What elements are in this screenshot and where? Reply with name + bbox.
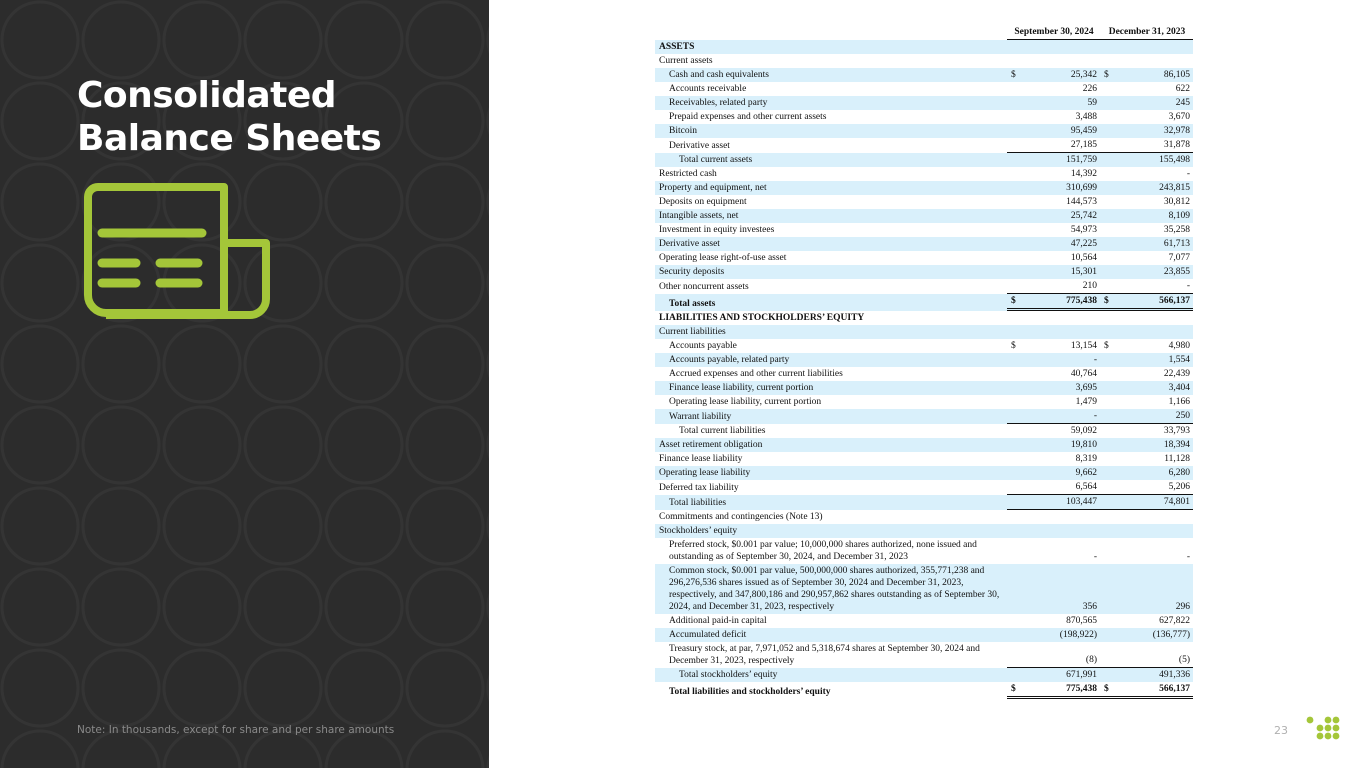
table-header-row [655, 22, 1193, 40]
table-row [655, 209, 1193, 223]
currency-symbol: $ [1104, 70, 1109, 80]
value-2023: 1,166 [1168, 397, 1190, 407]
table-row [655, 294, 1193, 311]
value-2023-cell [1100, 600, 1193, 614]
row-label: Total current liabilities [679, 426, 766, 436]
currency-symbol: $ [1011, 70, 1016, 80]
value-2024: 3,695 [1075, 383, 1097, 393]
table-row [655, 96, 1193, 110]
value-2024: 95,459 [1070, 126, 1097, 136]
row-label: Warrant liability [669, 412, 732, 422]
row-label: Total stockholders’ equity [679, 670, 778, 680]
row-label: Security deposits [659, 267, 725, 277]
row-label: Total liabilities [669, 498, 727, 508]
value-2023-cell [1100, 522, 1193, 524]
value-2024: 103,447 [1066, 497, 1097, 507]
currency-symbol: $ [1011, 684, 1016, 694]
table-row [655, 466, 1193, 480]
value-2023-cell [1100, 209, 1193, 223]
value-2023-cell [1100, 138, 1193, 153]
value-2024-cell [1007, 279, 1100, 294]
value-2024-cell [1007, 653, 1100, 668]
value-2024-cell [1007, 52, 1100, 54]
row-label: Property and equipment, net [659, 183, 767, 193]
value-2024: 40,764 [1070, 369, 1097, 379]
value-2024: 210 [1082, 281, 1097, 291]
value-2024-cell [1007, 614, 1100, 628]
value-2023: (5) [1178, 655, 1190, 665]
value-2024-cell [1007, 124, 1100, 138]
column-header-dec-2023: December 31, 2023 [1100, 25, 1193, 40]
value-2024-cell [1007, 600, 1100, 614]
currency-symbol: $ [1104, 684, 1109, 694]
table-row [655, 424, 1193, 438]
value-2023-cell [1100, 653, 1193, 668]
value-2023-cell [1100, 367, 1193, 381]
value-2024: 870,565 [1066, 616, 1097, 626]
row-label: Asset retirement obligation [659, 440, 763, 450]
value-2023-cell [1100, 167, 1193, 181]
value-2023-cell [1100, 353, 1193, 367]
row-label: Deposits on equipment [659, 197, 747, 207]
value-2023: 622 [1175, 84, 1190, 94]
table-row [655, 195, 1193, 209]
value-2024: (8) [1085, 655, 1097, 665]
value-2024: 59 [1087, 98, 1097, 108]
value-2024: 310,699 [1066, 183, 1097, 193]
row-label: Restricted cash [659, 169, 717, 179]
value-2024: (198,922) [1059, 630, 1097, 640]
value-2024-cell [1007, 68, 1100, 82]
value-2024-cell [1007, 367, 1100, 381]
value-2023-cell [1100, 294, 1193, 311]
row-label: Commitments and contingencies (Note 13) [659, 512, 823, 522]
value-2024-cell [1007, 409, 1100, 424]
balance-sheet-table [655, 22, 1193, 699]
row-label: Receivables, related party [669, 98, 768, 108]
value-2023: 8,109 [1168, 211, 1190, 221]
table-row [655, 614, 1193, 628]
table-row [655, 628, 1193, 642]
value-2023: 11,128 [1164, 454, 1190, 464]
table-row [655, 452, 1193, 466]
row-label: Additional paid-in capital [669, 616, 767, 626]
value-2023: 4,980 [1168, 341, 1190, 351]
value-2024: 59,092 [1070, 426, 1097, 436]
value-2024-cell [1007, 294, 1100, 311]
table-row [655, 480, 1193, 495]
value-2023-cell [1100, 153, 1193, 167]
value-2024-cell [1007, 138, 1100, 153]
value-2024-cell [1007, 82, 1100, 96]
value-2024: 6,564 [1075, 482, 1097, 492]
value-2024-cell [1007, 223, 1100, 237]
value-2023: 22,439 [1163, 369, 1190, 379]
value-2023: 627,822 [1159, 616, 1190, 626]
value-2023-cell [1100, 124, 1193, 138]
table-row [655, 353, 1193, 367]
value-2024: - [1093, 552, 1097, 562]
value-2024: 10,564 [1070, 253, 1097, 263]
row-label: Derivative asset [659, 239, 720, 249]
value-2023: 566,137 [1159, 296, 1190, 306]
value-2023-cell [1100, 614, 1193, 628]
value-2024: 19,810 [1070, 440, 1097, 450]
value-2024-cell [1007, 466, 1100, 480]
value-2023: 1,554 [1168, 355, 1190, 365]
value-2024-cell [1007, 237, 1100, 251]
table-row [655, 251, 1193, 265]
value-2024-cell [1007, 167, 1100, 181]
row-label: Bitcoin [669, 126, 697, 136]
value-2023: 18,394 [1163, 440, 1190, 450]
row-label: Total liabilities and stockholders’ equity [669, 687, 831, 697]
table-row [655, 138, 1193, 153]
value-2023-cell [1100, 438, 1193, 452]
value-2023-cell [1100, 265, 1193, 279]
table-row [655, 325, 1193, 339]
table-row [655, 510, 1193, 524]
value-2023: 7,077 [1168, 253, 1190, 263]
value-2023: 5,206 [1168, 482, 1190, 492]
value-2023-cell [1100, 52, 1193, 54]
value-2023-cell [1100, 466, 1193, 480]
row-label: Common stock, $0.001 par value, 500,000,000 shares authorized, 355,771,238 and 296,276,536 shares issued as of September 30, 2024 and December 31, 2023, respectively, and 347,800,186 and 290,957,862 shares outstanding as of September 30, 2024, and December 31, 2023, respectively [669, 566, 1000, 612]
table-row [655, 54, 1193, 68]
currency-symbol: $ [1104, 296, 1109, 306]
table-row [655, 564, 1193, 614]
footnote: Note: In thousands, except for share and per share amounts [77, 724, 395, 736]
row-label: Finance lease liability, current portion [669, 383, 814, 393]
value-2024-cell [1007, 181, 1100, 195]
table-row [655, 40, 1193, 54]
value-2023-cell [1100, 279, 1193, 294]
row-label: Accounts receivable [669, 84, 747, 94]
value-2023: 296 [1175, 602, 1190, 612]
table-row [655, 538, 1193, 564]
row-label: Preferred stock, $0.001 par value; 10,000,000 shares authorized, none issued and outstanding as of September 30, 2024, and December 31, 2023 [669, 540, 977, 562]
row-label: Stockholders’ equity [659, 526, 738, 536]
page-title [77, 74, 381, 160]
table-row [655, 381, 1193, 395]
column-header-sep-2024: September 30, 2024 [1007, 25, 1100, 40]
left-panel [0, 0, 489, 768]
title-line-1: Consolidated [77, 75, 337, 116]
value-2023: 23,855 [1163, 267, 1190, 277]
value-2023: - [1186, 169, 1190, 179]
value-2023: 31,878 [1163, 140, 1190, 150]
row-label: Investment in equity investees [659, 225, 775, 235]
row-label: Treasury stock, at par, 7,971,052 and 5,318,674 shares at September 30, 2024 and December 31, 2023, respectively [669, 644, 980, 666]
value-2024-cell [1007, 550, 1100, 564]
page-number: 23 [1274, 724, 1288, 737]
value-2023: 6,280 [1168, 468, 1190, 478]
table-row [655, 367, 1193, 381]
value-2024: 226 [1082, 84, 1097, 94]
value-2023-cell [1100, 409, 1193, 424]
value-2024: 151,759 [1066, 155, 1097, 165]
value-2024: 775,438 [1066, 296, 1097, 306]
table-row [655, 265, 1193, 279]
table-row [655, 668, 1193, 682]
value-2023: 3,404 [1168, 383, 1190, 393]
value-2023-cell [1100, 323, 1193, 325]
value-2023-cell [1100, 424, 1193, 438]
table-row [655, 438, 1193, 452]
value-2023-cell [1100, 96, 1193, 110]
row-label: Other noncurrent assets [659, 282, 749, 292]
value-2024-cell [1007, 381, 1100, 395]
value-2024-cell [1007, 452, 1100, 466]
table-row [655, 167, 1193, 181]
row-label: Accrued expenses and other current liabilities [669, 369, 843, 379]
value-2024: 15,301 [1070, 267, 1097, 277]
value-2024: 1,479 [1075, 397, 1097, 407]
value-2023-cell [1100, 223, 1193, 237]
value-2024-cell [1007, 209, 1100, 223]
value-2024-cell [1007, 480, 1100, 495]
value-2024-cell [1007, 96, 1100, 110]
value-2024: 14,392 [1070, 169, 1097, 179]
value-2024: - [1093, 411, 1097, 421]
table-row [655, 495, 1193, 510]
value-2023-cell [1100, 495, 1193, 510]
value-2024-cell [1007, 682, 1100, 699]
row-label: LIABILITIES AND STOCKHOLDERS’ EQUITY [659, 313, 865, 323]
value-2024-cell [1007, 265, 1100, 279]
value-2023: 245 [1175, 98, 1190, 108]
value-2024-cell [1007, 153, 1100, 167]
table-row [655, 395, 1193, 409]
value-2023: 3,670 [1168, 112, 1190, 122]
row-label: Current assets [659, 56, 713, 66]
row-label: Cash and cash equivalents [669, 70, 769, 80]
table-row [655, 524, 1193, 538]
value-2024-cell [1007, 536, 1100, 538]
value-2024-cell [1007, 110, 1100, 124]
table-row [655, 110, 1193, 124]
value-2024-cell [1007, 353, 1100, 367]
value-2023: 250 [1175, 411, 1190, 421]
value-2024-cell [1007, 251, 1100, 265]
value-2023: 32,978 [1163, 126, 1190, 136]
row-label: Derivative asset [669, 141, 730, 151]
value-2023: 491,336 [1159, 670, 1190, 680]
value-2023: 61,713 [1163, 239, 1190, 249]
value-2023-cell [1100, 251, 1193, 265]
table-row [655, 409, 1193, 424]
value-2023: 33,793 [1163, 426, 1190, 436]
value-2024-cell [1007, 522, 1100, 524]
document-icon [76, 183, 270, 321]
value-2024-cell [1007, 339, 1100, 353]
value-2024: 54,973 [1070, 225, 1097, 235]
value-2024: 8,319 [1075, 454, 1097, 464]
value-2024: 671,991 [1066, 670, 1097, 680]
value-2024: 47,225 [1070, 239, 1097, 249]
row-label: Accounts payable, related party [669, 355, 790, 365]
value-2024: 9,662 [1075, 468, 1097, 478]
table-row [655, 124, 1193, 138]
row-label: Prepaid expenses and other current assets [669, 112, 827, 122]
table-row [655, 181, 1193, 195]
table-row [655, 237, 1193, 251]
value-2024-cell [1007, 628, 1100, 642]
row-label: ASSETS [659, 42, 695, 52]
value-2023-cell [1100, 682, 1193, 699]
table-row [655, 339, 1193, 353]
value-2023-cell [1100, 480, 1193, 495]
value-2024: 3,488 [1075, 112, 1097, 122]
value-2023: 74,801 [1163, 497, 1190, 507]
currency-symbol: $ [1104, 341, 1109, 351]
value-2023: 243,815 [1159, 183, 1190, 193]
value-2024: 25,342 [1070, 70, 1097, 80]
row-label: Accounts payable [669, 341, 737, 351]
value-2023: 86,105 [1163, 70, 1190, 80]
value-2023: 566,137 [1159, 684, 1190, 694]
row-label: Total assets [669, 299, 716, 309]
value-2024-cell [1007, 495, 1100, 510]
row-label: Accumulated deficit [669, 630, 747, 640]
value-2023-cell [1100, 395, 1193, 409]
value-2023-cell [1100, 110, 1193, 124]
value-2023: 155,498 [1159, 155, 1190, 165]
value-2023: 30,812 [1163, 197, 1190, 207]
value-2024: 25,742 [1070, 211, 1097, 221]
value-2024-cell [1007, 323, 1100, 325]
row-label: Intangible assets, net [659, 211, 739, 221]
value-2023-cell [1100, 82, 1193, 96]
value-2023: 35,258 [1163, 225, 1190, 235]
value-2024: 775,438 [1066, 684, 1097, 694]
table-body [655, 40, 1193, 699]
value-2023-cell [1100, 452, 1193, 466]
value-2024: 27,185 [1070, 140, 1097, 150]
value-2024-cell [1007, 395, 1100, 409]
row-label: Operating lease right-of-use asset [659, 253, 787, 263]
value-2023-cell [1100, 68, 1193, 82]
table-row [655, 153, 1193, 167]
value-2023-cell [1100, 181, 1193, 195]
value-2024-cell [1007, 438, 1100, 452]
value-2023: (136,777) [1152, 630, 1190, 640]
value-2023: - [1186, 552, 1190, 562]
table-row [655, 642, 1193, 668]
value-2024: - [1093, 355, 1097, 365]
table-row [655, 682, 1193, 699]
value-2023: - [1186, 281, 1190, 291]
value-2024-cell [1007, 424, 1100, 438]
row-label: Deferred tax liability [659, 483, 739, 493]
table-row [655, 223, 1193, 237]
value-2024: 13,154 [1070, 341, 1097, 351]
company-logo [1306, 716, 1342, 744]
row-label: Total current assets [679, 155, 753, 165]
value-2023-cell [1100, 195, 1193, 209]
value-2023-cell [1100, 339, 1193, 353]
table-row [655, 82, 1193, 96]
row-label: Operating lease liability [659, 468, 751, 478]
currency-symbol: $ [1011, 341, 1016, 351]
table-row [655, 279, 1193, 294]
row-label: Operating lease liability, current portion [669, 397, 822, 407]
table-row [655, 68, 1193, 82]
row-label: Current liabilities [659, 327, 726, 337]
value-2024: 144,573 [1066, 197, 1097, 207]
value-2024: 356 [1082, 602, 1097, 612]
value-2024-cell [1007, 195, 1100, 209]
row-label: Finance lease liability [659, 454, 743, 464]
value-2023-cell [1100, 550, 1193, 564]
value-2024-cell [1007, 668, 1100, 682]
value-2023-cell [1100, 536, 1193, 538]
value-2023-cell [1100, 668, 1193, 682]
value-2023-cell [1100, 628, 1193, 642]
value-2023-cell [1100, 381, 1193, 395]
currency-symbol: $ [1011, 296, 1016, 306]
table-row [655, 311, 1193, 325]
title-line-2: Balance Sheets [77, 118, 382, 159]
value-2023-cell [1100, 237, 1193, 251]
